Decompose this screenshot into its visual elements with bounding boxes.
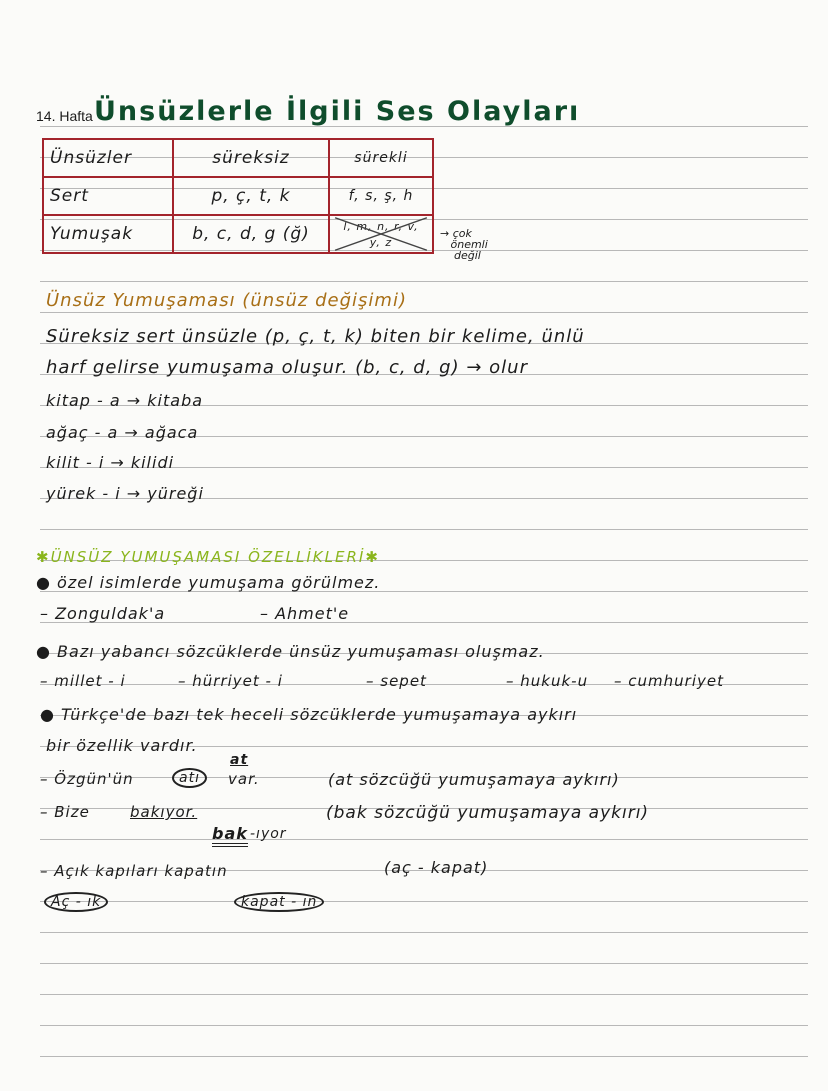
table-cell: l, m, n, r, v, y, z: [343, 220, 419, 249]
text-line: bir özellik vardır.: [46, 736, 198, 755]
example-line: – Açık kapıları kapatın: [40, 862, 228, 880]
side-note: → çok önemli değil: [440, 227, 488, 262]
consonant-table: [42, 138, 434, 254]
note-text: önemli: [450, 238, 488, 251]
star-icon: ✱: [365, 548, 380, 566]
table-cell: b, c, d, g (ğ): [173, 215, 329, 253]
example-line: – Zonguldak'a: [40, 604, 166, 623]
page-title: Ünsüzlerle İlgili Ses Olayları: [94, 96, 581, 127]
circled-word: kapat - ın: [234, 892, 324, 912]
ruled-line: [40, 1056, 808, 1057]
ruled-line: [40, 529, 808, 530]
note-text: değil: [454, 249, 481, 262]
table-row: [43, 177, 433, 215]
example-line: – sepet: [366, 672, 427, 690]
annotation: at: [230, 752, 249, 768]
example-line: – Bize: [40, 803, 90, 821]
week-label: 14. Hafta: [36, 108, 93, 124]
example-line: – Özgün'ün: [40, 770, 134, 788]
ruled-line: [40, 932, 808, 933]
table-header: sürekli: [329, 139, 433, 177]
example-line: – cumhuriyet: [614, 672, 724, 690]
example-line: (aç - kapat): [384, 858, 489, 877]
ruled-line: [40, 1025, 808, 1026]
example-line: (bak sözcüğü yumuşamaya aykırı): [326, 803, 650, 823]
heading-text: ÜNSÜZ YUMUŞAMASI ÖZELLİKLERİ: [50, 548, 366, 566]
bullet-text: özel isimlerde yumuşama görülmez.: [57, 573, 381, 592]
note-text: çok: [452, 227, 472, 240]
table-header: Ünsüzler: [43, 139, 173, 177]
ruled-line: [40, 994, 808, 995]
text-line: Süreksiz sert ünsüzle (p, ç, t, k) biten bir kelime, ünlü: [46, 326, 585, 347]
example-line: ağaç - a → ağaca: [46, 423, 199, 442]
ruled-line: [40, 901, 808, 902]
ruled-line: [40, 281, 808, 282]
example-line: kitap - a → kitaba: [46, 391, 204, 410]
section-heading: [36, 548, 380, 566]
circled-word: atı: [172, 768, 207, 788]
root-word: bak: [212, 824, 248, 847]
text-line: harf gelirse yumuşama oluşur. (b, c, d, g) → olur: [46, 357, 528, 378]
bullet-line: ● Bazı yabancı sözcüklerde ünsüz yumuşaması oluşmaz.: [36, 642, 545, 661]
ruled-line: [40, 312, 808, 313]
circled-word: Aç - ık: [44, 892, 108, 912]
section-heading: Ünsüz Yumuşaması (ünsüz değişimi): [46, 290, 407, 311]
table-cell: f, s, ş, h: [329, 177, 433, 215]
table-header-row: [43, 139, 433, 177]
example-line: – Ahmet'e: [260, 604, 350, 623]
suffix: -ıyor: [250, 826, 287, 842]
example-line: yürek - i → yüreği: [46, 484, 204, 503]
example-line: (at sözcüğü yumuşamaya aykırı): [328, 770, 620, 789]
table-row: [43, 215, 433, 253]
bullet-text: Türkçe'de bazı tek heceli sözcüklerde yumuşamaya aykırı: [61, 705, 578, 724]
example-line: – hukuk-u: [506, 672, 589, 690]
table-cell: Sert: [43, 177, 173, 215]
example-line: kilit - i → kilidi: [46, 453, 175, 472]
ruled-line: [40, 963, 808, 964]
bullet-line: ● özel isimlerde yumuşama görülmez.: [36, 573, 381, 592]
ruled-line: [40, 839, 808, 840]
example-line: – millet - i: [40, 672, 126, 690]
table-header: süreksiz: [173, 139, 329, 177]
example-line: var.: [228, 770, 260, 788]
bullet-text: Bazı yabancı sözcüklerde ünsüz yumuşaması oluşmaz.: [57, 642, 545, 661]
underlined-word: bakıyor.: [130, 803, 198, 821]
table-cell: Yumuşak: [43, 215, 173, 253]
star-icon: ✱: [36, 548, 51, 566]
crossed-out-cell: [329, 215, 433, 253]
example-line: – hürriyet - i: [178, 672, 283, 690]
table-cell: p, ç, t, k: [173, 177, 329, 215]
cross-mark-icon: [330, 216, 432, 252]
bullet-line: ● Türkçe'de bazı tek heceli sözcüklerde yumuşamaya aykırı: [40, 705, 578, 724]
